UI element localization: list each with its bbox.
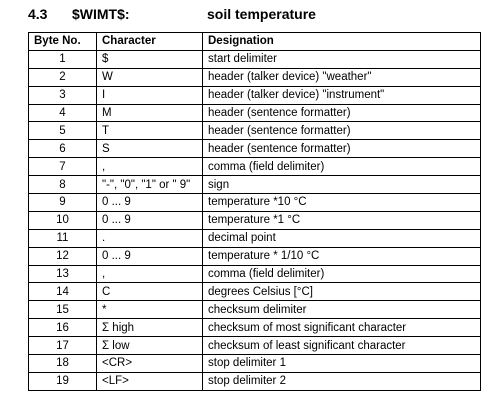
character-cell: 0 ... 9 — [97, 194, 203, 212]
designation-cell: decimal point — [203, 229, 481, 247]
character-cell: 0 ... 9 — [97, 247, 203, 265]
designation-cell: stop delimiter 1 — [203, 355, 481, 373]
designation-cell: header (sentence formatter) — [203, 104, 481, 122]
table-row — [29, 50, 481, 68]
designation-cell: header (sentence formatter) — [203, 140, 481, 158]
section-heading — [28, 6, 468, 26]
byte-number-cell: 3 — [29, 86, 97, 104]
section-number: 4.3 — [28, 6, 48, 22]
designation-cell: temperature * 1/10 °C — [203, 247, 481, 265]
table-row — [29, 122, 481, 140]
table-row — [29, 104, 481, 122]
character-cell: Σ high — [97, 319, 203, 337]
designation-cell: temperature *1 °C — [203, 211, 481, 229]
designation-cell: header (sentence formatter) — [203, 122, 481, 140]
table-row — [29, 158, 481, 176]
character-cell: <CR> — [97, 355, 203, 373]
designation-cell: comma (field delimiter) — [203, 265, 481, 283]
character-cell: <LF> — [97, 372, 203, 390]
table-row — [29, 68, 481, 86]
character-cell: C — [97, 283, 203, 301]
designation-cell: checksum of least significant character — [203, 337, 481, 355]
table-row — [29, 355, 481, 373]
byte-number-cell: 12 — [29, 247, 97, 265]
designation-cell: sign — [203, 176, 481, 194]
designation-cell: start delimiter — [203, 50, 481, 68]
character-cell: 0 ... 9 — [97, 211, 203, 229]
byte-number-cell: 7 — [29, 158, 97, 176]
byte-number-cell: 14 — [29, 283, 97, 301]
character-cell: Σ low — [97, 337, 203, 355]
table-row — [29, 176, 481, 194]
byte-number-cell: 19 — [29, 372, 97, 390]
byte-number-cell: 6 — [29, 140, 97, 158]
byte-number-cell: 10 — [29, 211, 97, 229]
designation-cell: checksum delimiter — [203, 301, 481, 319]
designation-cell: degrees Celsius [°C] — [203, 283, 481, 301]
character-cell: , — [97, 265, 203, 283]
table-row — [29, 301, 481, 319]
byte-number-cell: 5 — [29, 122, 97, 140]
table-body — [29, 50, 481, 390]
table-row — [29, 265, 481, 283]
byte-number-cell: 2 — [29, 68, 97, 86]
table-row — [29, 247, 481, 265]
byte-number-cell: 4 — [29, 104, 97, 122]
column-header-byte-no: Byte No. — [29, 33, 97, 51]
byte-number-cell: 8 — [29, 176, 97, 194]
column-header-designation: Designation — [203, 33, 481, 51]
character-cell: , — [97, 158, 203, 176]
character-cell: I — [97, 86, 203, 104]
table-header-row — [29, 33, 481, 51]
table-row — [29, 229, 481, 247]
character-cell: M — [97, 104, 203, 122]
byte-number-cell: 18 — [29, 355, 97, 373]
table-row — [29, 372, 481, 390]
character-cell: S — [97, 140, 203, 158]
byte-spec-table — [28, 32, 481, 391]
byte-number-cell: 1 — [29, 50, 97, 68]
character-cell: T — [97, 122, 203, 140]
table-row — [29, 319, 481, 337]
designation-cell: checksum of most significant character — [203, 319, 481, 337]
character-cell: W — [97, 68, 203, 86]
table-row — [29, 211, 481, 229]
byte-number-cell: 13 — [29, 265, 97, 283]
byte-number-cell: 15 — [29, 301, 97, 319]
designation-cell: header (talker device) "weather" — [203, 68, 481, 86]
designation-cell: header (talker device) "instrument" — [203, 86, 481, 104]
character-cell: . — [97, 229, 203, 247]
table-row — [29, 140, 481, 158]
character-cell: * — [97, 301, 203, 319]
column-header-character: Character — [97, 33, 203, 51]
sentence-code: $WIMT$: — [72, 6, 130, 22]
byte-number-cell: 17 — [29, 337, 97, 355]
byte-number-cell: 16 — [29, 319, 97, 337]
byte-number-cell: 9 — [29, 194, 97, 212]
designation-cell: stop delimiter 2 — [203, 372, 481, 390]
table-row — [29, 283, 481, 301]
table-row — [29, 337, 481, 355]
byte-number-cell: 11 — [29, 229, 97, 247]
character-cell: $ — [97, 50, 203, 68]
table-row — [29, 194, 481, 212]
designation-cell: comma (field delimiter) — [203, 158, 481, 176]
section-title: soil temperature — [207, 6, 316, 22]
table-row — [29, 86, 481, 104]
designation-cell: temperature *10 °C — [203, 194, 481, 212]
character-cell: "-", "0", "1" or " 9" — [97, 176, 203, 194]
